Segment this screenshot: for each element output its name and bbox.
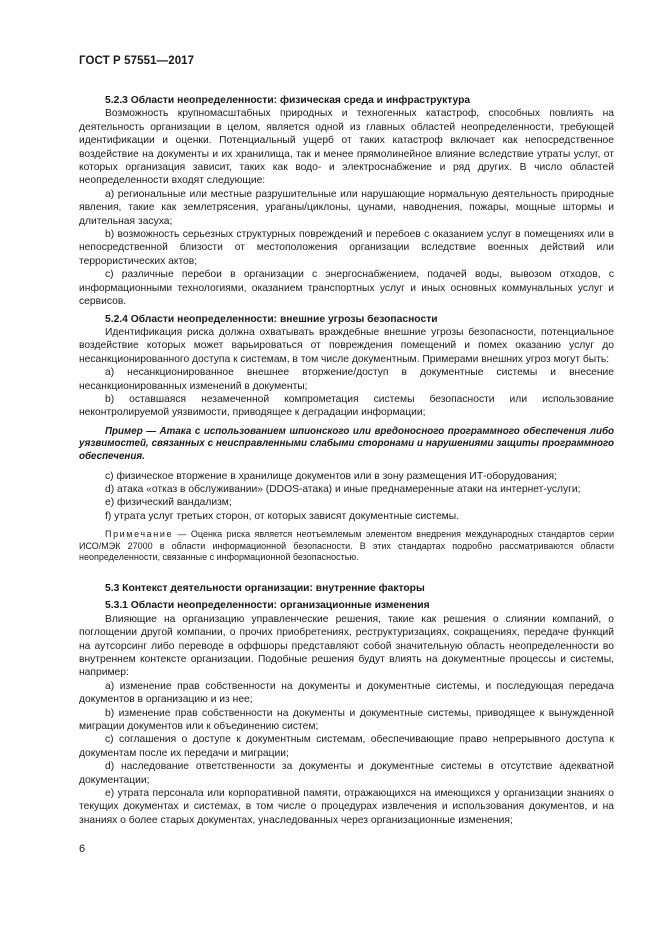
list-item: d) наследование ответственности за документы и документные системы в отсутствие адекватной документации;	[79, 761, 614, 786]
list-item: a) изменение прав собственности на документы и документные системы, и последующая передача документов в организацию и из нее;	[79, 680, 614, 706]
list-item: a) несанкционированное внешнее вторжение/доступ в документные системы и внесение несанкционированных изменений в документы;	[79, 367, 614, 392]
section-5-2-3-heading: 5.2.3 Области неопределенности: физическая среда и инфраструктура	[105, 95, 471, 106]
list-item: f) утрата услуг третьих сторон, от которых зависят документные системы.	[105, 510, 460, 522]
section-5-3-1-heading: 5.3.1 Области неопределенности: организационные изменения	[105, 600, 430, 612]
section-5-2-4-heading: 5.2.4 Области неопределенности: внешние угрозы безопасности	[105, 313, 438, 325]
page-content	[79, 93, 614, 827]
list-item: c) физическое вторжение в хранилище документов или в зону размещения ИТ-оборудования;	[105, 470, 557, 482]
list-item: c) соглашения о доступе к документным системам, обеспечивающие право непрерывного доступа к документам после их передачи и миграции;	[79, 734, 614, 759]
list-item: b) оставшаяся незамеченной компрометация системы безопасности или использование неконтролируемой уязвимости, приводящее к деградации информации;	[79, 393, 614, 419]
list-item: e) утрата персонала или корпоративной памяти, отражающихся на имеющихся у организации знаниях о текущих документах и системах, в том числе о процедурах извлечения и использования документов, и на знаниях о более старых документах, унаследованных через организационные изменения;	[79, 788, 614, 826]
paragraph: Возможность крупномасштабных природных и техногенных катастроф, способных повлиять на деятельность организации в целом, является одной из главных областей неопределенности, требующей идентификации и оценки. Потенциальный ущерб от таких катастроф включает как непосредственное воздействие на документы и их хранилища, так и менее прямолинейное влияние вследствие утраты услуг, от которых организация зависит, таких как водо- и электроснабжение и ряд других. В число областей неопределенности входят следующие:	[79, 108, 614, 187]
list-item: b) изменение прав собственности на документы и документные системы, приводящее к вынужденной миграции документов или к объединению систем;	[79, 707, 614, 732]
page-number: 6	[79, 843, 86, 855]
list-item: b) возможность серьезных структурных повреждений и перебоев с оказанием услуг в помещениях или в непосредственной близости от местоположения организации вследствие военных действий или террористических актов;	[79, 229, 614, 267]
section-5-3-heading: 5.3 Контекст деятельности организации: внутренние факторы	[105, 582, 425, 594]
example-text: Пример — Атака с использованием шпионского или вредоносного программного обеспечения либо уязвимостей, связанных с неисправленными слабыми сторонами и нарушениями защиты программного обеспечения.	[79, 425, 614, 462]
note-label: Примечание	[105, 529, 174, 540]
standard-code: ГОСТ Р 57551—2017	[79, 55, 195, 67]
list-item: c) различные перебои в организации с энергоснабжением, подачей воды, вывозом отходов, с информационными технологиями, оказанием транспортных услуг и иных основных коммунальных услуг и сервисов.	[79, 269, 614, 308]
list-item: d) атака «отказ в обслуживании» (DDOS-атака) и иные преднамеренные атаки на интернет-услуги;	[105, 483, 581, 495]
note-text: — Оценка риска является неотъемлемым элементом внедрения международных стандартов серии ИСО/МЭК 27000 в области информационной безопасности. В этих стандартах подробно рассматриваются области неопределенности, связанные с информационной безопасностью.	[79, 529, 614, 563]
paragraph: Влияющие на организацию управленческие решения, такие как решения о слиянии компаний, о поглощении другой компании, о прочих приобретениях, реструктуризациях, сокращениях, передаче функций на аутсорсинг либо переводе в оффшоры представляют собой значительную область неопределенности во внутреннем контексте организации. Подобные решения будут влиять на документные процессы и системы, например:	[79, 613, 614, 679]
list-item: e) физический вандализм;	[105, 497, 232, 509]
note	[79, 529, 614, 564]
list-item: a) региональные или местные разрушительные или нарушающие нормальную деятельность природные явления, такие как землетрясения, ураганы/циклоны, цунами, наводнения, пожары, мощные штормы и длительная засуха;	[79, 188, 614, 227]
paragraph: Идентификация риска должна охватывать враждебные внешние угрозы безопасности, потенциальное воздействие которых может варьироваться от повреждения помещений и помех оказанию услуг до несанкционированного доступа к системам, в том числе документным. Примерами внешних угроз могут быть:	[79, 326, 614, 365]
